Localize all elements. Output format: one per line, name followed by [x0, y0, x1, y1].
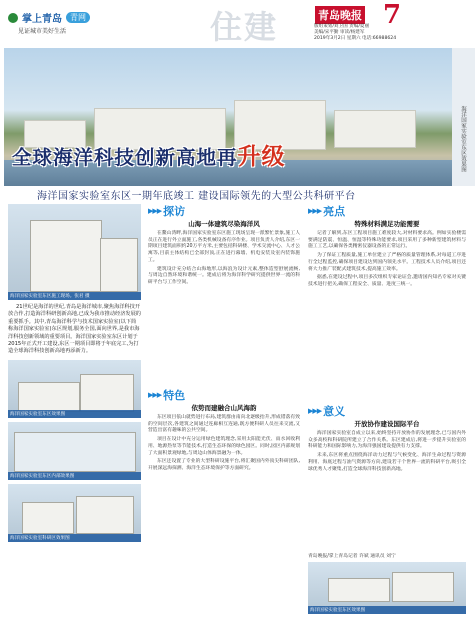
left-column: [8, 204, 141, 542]
triple-arrow-icon: ▶▶▶: [148, 390, 162, 399]
section-tag: 探访: [163, 204, 186, 218]
section-title: 山海一体建筑尽染海洋风: [188, 220, 260, 228]
lede-paragraph: 21世纪是海洋的世纪,青岛是海洋城市,聚焦海洋科技开放合作,打造海洋科研创新高地,已成为我市推动经济发展的重要抓手。其中,青岛海洋科学与技术国家实验室(以下简称海洋国家实验室)东区规划,服务全国,面向世界,是我市海洋科技创新领域的重要项目。海洋国家实验室东区计划于2015年正式开工建设,东区一期项目即将于年底完工,为打造全球海洋科技创新高地再添新力。: [8, 304, 141, 355]
rendering-photo: [8, 360, 141, 418]
section-tese: [148, 388, 300, 475]
body-paragraph: 在鳌山湾畔,海洋国家实验室东区施工现场呈现一派繁忙景象,施工人员正在进行外立面施工,各类机械设备有序作业。项目负责人介绍,东区一期项目建筑面积约20万平方米,主要包括科研楼、学术交流中心、人才公寓等,目前主体结构已全部封顶,正在进行幕墙、机电安装及室内装饰施工。: [148, 231, 300, 263]
triple-arrow-icon: ▶▶▶: [308, 206, 322, 215]
photo-caption: 海洋国家实验室东区施工现场。张君 摄: [8, 292, 141, 300]
logo-tag: 青网: [66, 12, 90, 23]
section-header: [308, 404, 466, 417]
photo-caption: 海洋国家实验室东区内部效果图: [8, 472, 141, 480]
interior-photo: [8, 422, 141, 480]
section-header: [308, 204, 466, 217]
section-title: 依势而建融合山风海韵: [191, 404, 257, 412]
subheadline: 海洋国家实验室东区一期年底竣工 建设国际领先的大型公共科研平台: [37, 191, 356, 202]
headline: 全球海洋科技创新高地再升级: [12, 144, 286, 170]
page-number: 7: [383, 0, 402, 30]
body-paragraph: 为了保证工程质量,施工单位建立了严格的质量管理体系,对每道工序进行全过程监控,确保项目建设达到国内领先水平。工程技术人员介绍,项目还将大力推广装配式建筑技术,提高施工效率。: [308, 253, 466, 272]
section-tag: 特色: [163, 388, 186, 402]
section-tanfang: [148, 204, 300, 289]
body-paragraph: 据悉,在建设过程中,项目多次组织专家论证会,邀请国内知名专家对关键技术进行把关,确保工程安全、质量、进度三统一。: [308, 275, 466, 287]
editor-credits: [314, 24, 464, 42]
section-header: [148, 388, 300, 401]
body-paragraph: 东区项目依山就势进行布局,建筑群由南向北逐级抬升,形成错落有致的空间层次,各建筑之间通过连廊相互连通,既方便科研人员往来交流,又营造出富有趣味的公共空间。: [148, 415, 300, 434]
photo-caption: 海洋国家实验室东区效果图: [308, 606, 466, 614]
hero-side-caption: 海洋国家实验室东区效果图: [452, 48, 475, 186]
triple-arrow-icon: ▶▶▶: [308, 406, 322, 415]
masthead: [0, 0, 475, 48]
triple-arrow-icon: ▶▶▶: [148, 206, 162, 215]
body-paragraph: 东区还设置了专业的大型科研设施平台,将汇聚国内外顶尖科研团队,开展深远海探测、海洋生态环境保护等方面研究。: [148, 459, 300, 471]
byline: 青岛晚报/掌上青岛记者 许斌 通讯员 刘宁: [308, 554, 396, 559]
body-paragraph: 记者了解到,东区工程项目施工难度较大,对材料要求高。例如实验楼需要满足防震、恒温、恒湿等特殊功能要求,项目采用了多种新型建筑材料与施工工艺,以确保各类精密仪器设备的正常运行。: [308, 231, 466, 250]
section-tag: 亮点: [323, 204, 346, 218]
section-title: 特殊材料满足功能需要: [354, 220, 420, 228]
bottom-rendering-photo: [308, 562, 466, 614]
body-paragraph: 海洋国家实验室自成立以来,始终坚持开放协作的发展理念,已与国内外众多高校和科研院所建立了合作关系。东区建成后,将进一步提升实验室的科研能力和国际影响力,为海洋强国建设提供有力支撑。: [308, 431, 466, 450]
section-liangdian: [308, 204, 466, 291]
body-paragraph: 建筑设计充分结合山海地形,以海浪为设计元素,整体造型舒展流畅,与周边自然环境和谐统一。建成后将为海洋科学研究提供世界一流的科研平台与工作空间。: [148, 266, 300, 285]
section-yiyi: [308, 404, 466, 475]
editor-line: 美编/宋平勤 审读/杨建军: [314, 30, 365, 35]
body-paragraph: 未来,东区将重点围绕海洋动力过程与气候变化、海洋生命过程与资源利用、海底过程与油气资源等方向,建设若干个世界一流的科研平台,吸引全球优秀人才聚集,打造全球海洋科技创新高地。: [308, 453, 466, 472]
headline-accent: 升级: [237, 144, 286, 170]
slogan: 见证城市美好生活: [18, 28, 67, 35]
construction-photo: [8, 204, 141, 300]
logo-icon: [8, 13, 18, 23]
editor-line: 2019年3月2日 星期六 电话:66988624: [314, 36, 397, 41]
photo-caption: 海洋国家实验室科研区效果图: [8, 534, 141, 542]
photo-caption: 海洋国家实验室东区效果图: [8, 410, 141, 418]
section-word: 住建: [210, 8, 279, 46]
editor-line: 版组策划/刘卫国 责编/夏丽: [314, 24, 370, 29]
research-zone-photo: [8, 484, 141, 542]
section-title: 开放协作建设国际平台: [354, 420, 420, 428]
section-tag: 意义: [323, 404, 346, 418]
app-logo: [8, 10, 90, 25]
body-paragraph: 项目在设计中充分运用绿色建筑理念,采用太阳能光伏、雨水回收利用、地源热泵等节能技术,打造生态环保的绿色园区。同时,园区内部规划了大面积景观绿地,与周边山体海景融为一体。: [148, 437, 300, 456]
section-header: [148, 204, 300, 217]
logo-text: 掌上青岛: [22, 14, 62, 25]
newspaper-brand: 青岛晚报: [315, 6, 365, 24]
